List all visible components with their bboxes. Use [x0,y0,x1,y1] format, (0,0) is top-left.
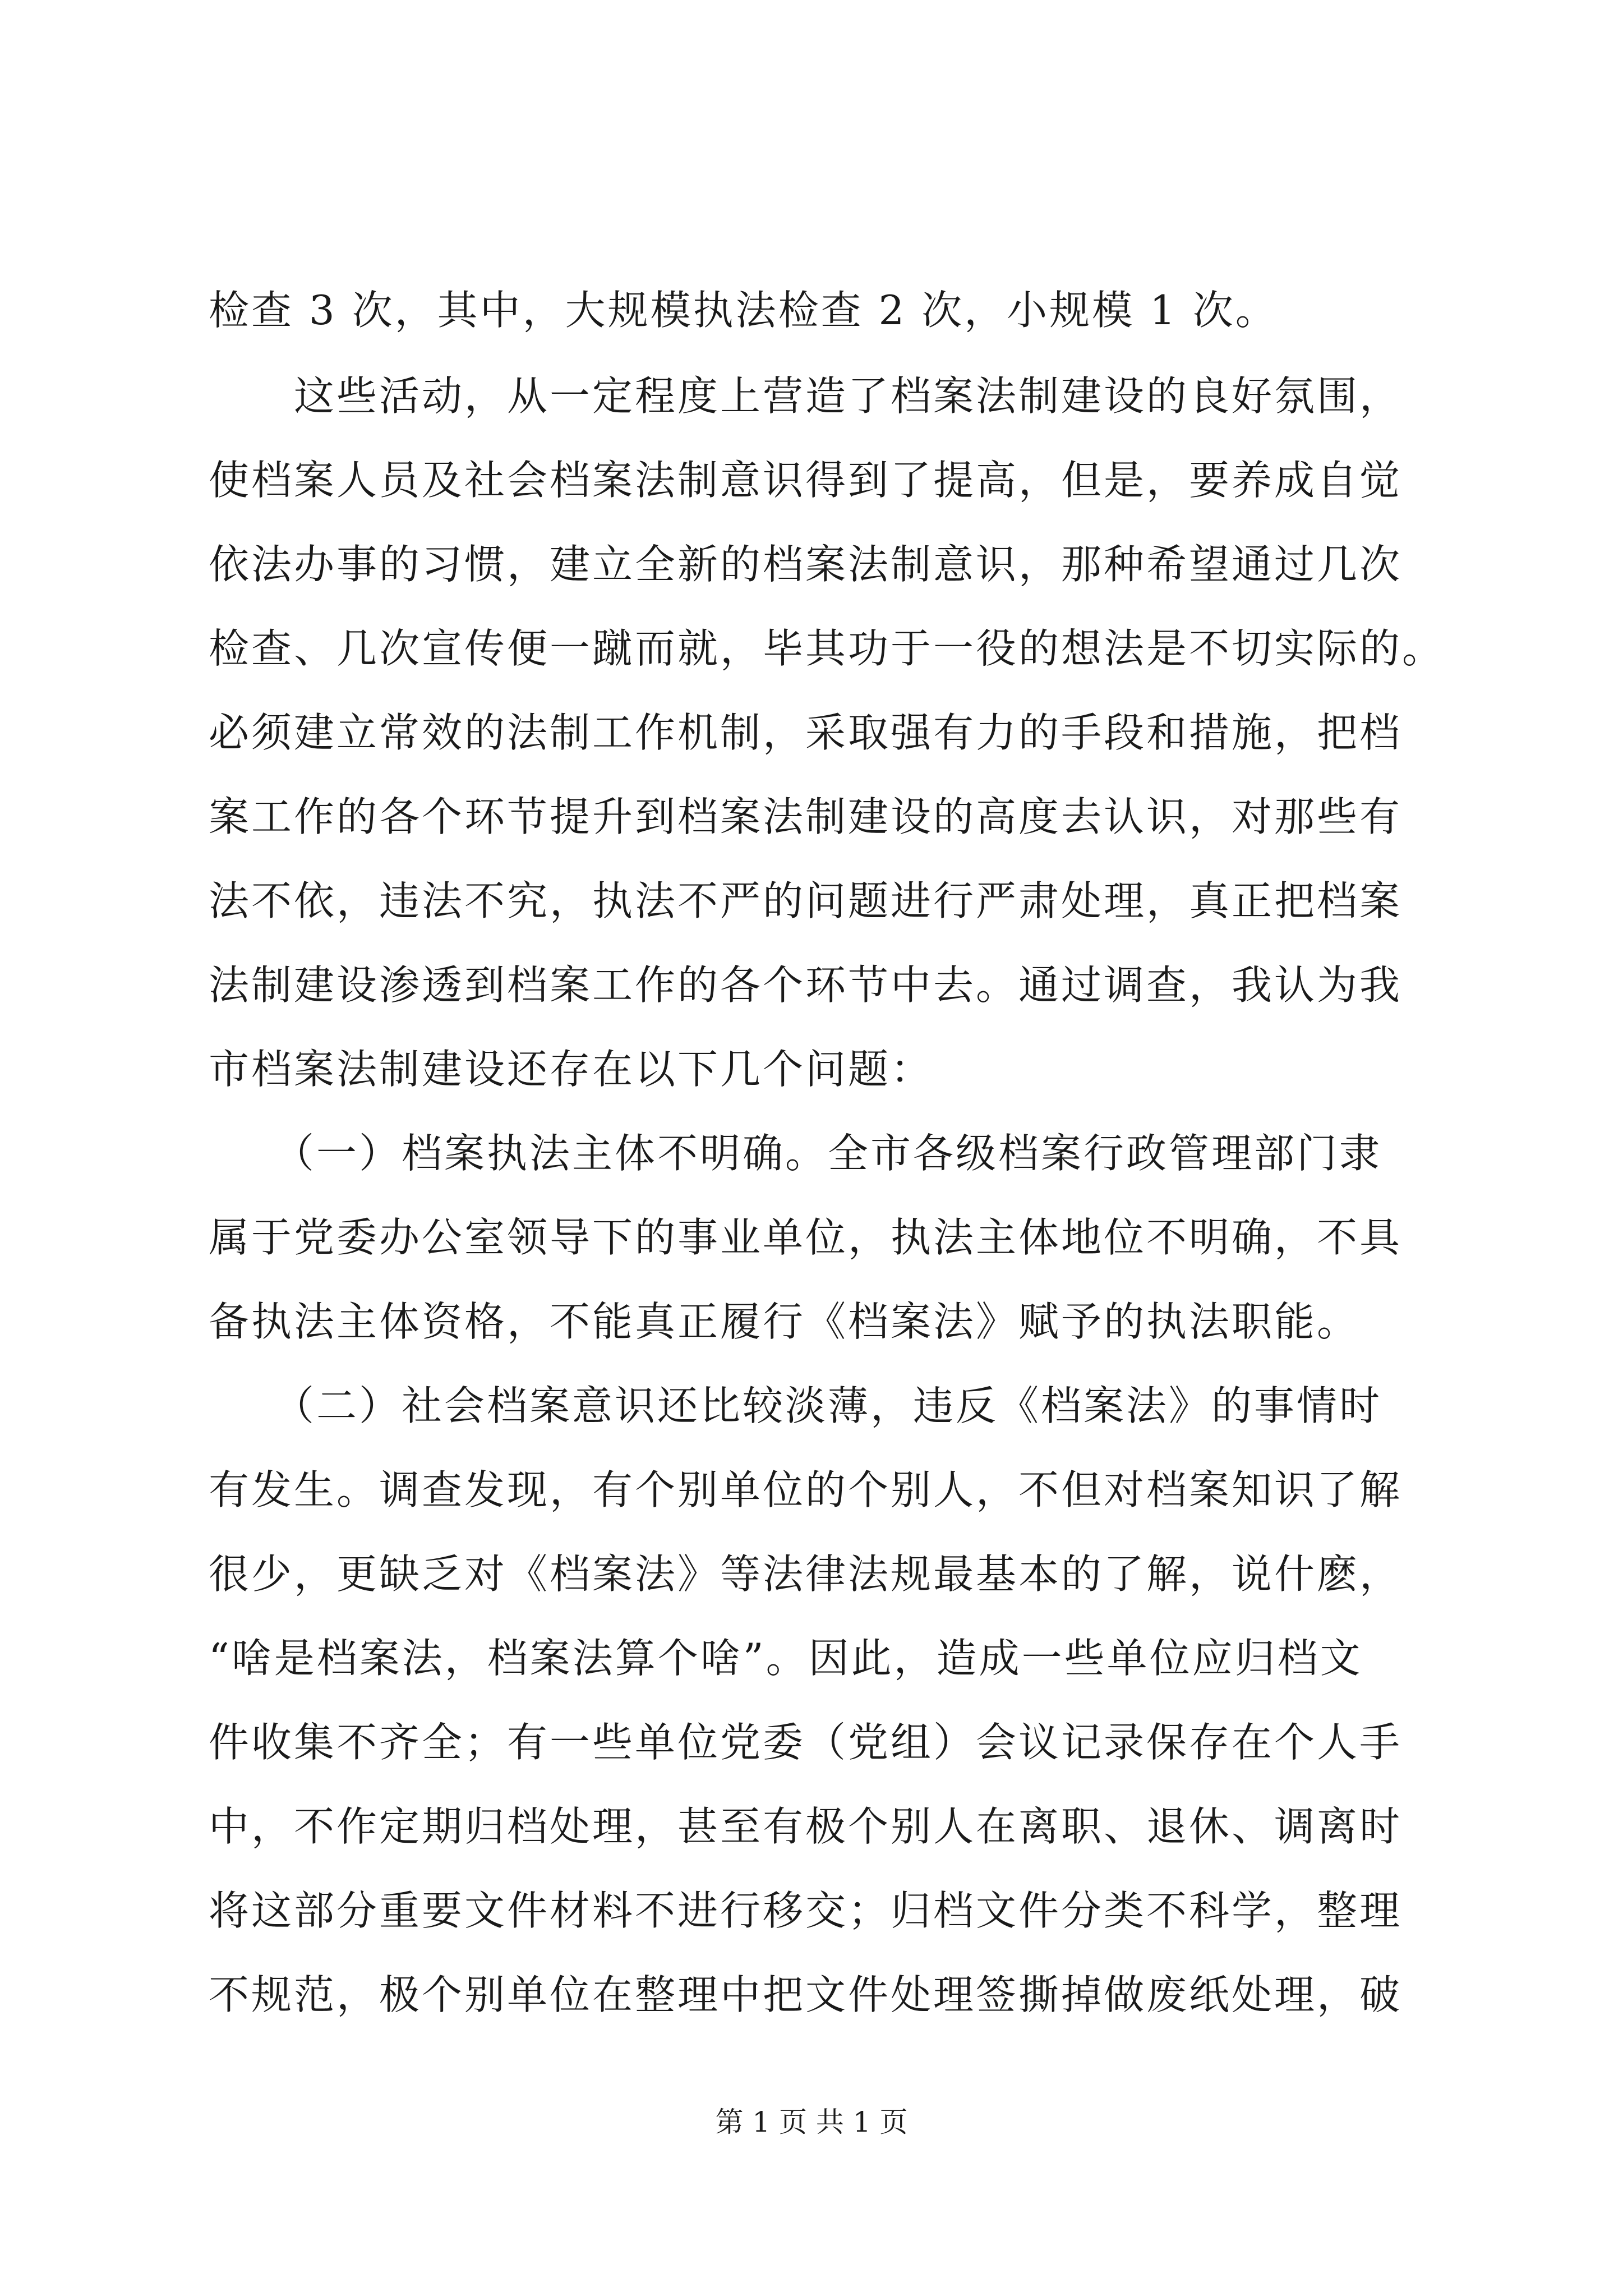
text-line: 有发生。调查发现，有个别单位的个别人，不但对档案知识了解 [209,1466,1403,1513]
text-line: 中，不作定期归档处理，甚至有极个别人在离职、退休、调离时 [209,1803,1403,1850]
page-footer: 第 1 页 共 1 页 [715,2106,908,2138]
text-line: （二）社会档案意识还比较淡薄，违反《档案法》的事情时 [209,1382,1382,1429]
text-line: 很少，更缺乏对《档案法》等法律法规最基本的了解，说什麽， [209,1550,1403,1598]
text-line: 法不依，违法不究，执法不严的问题进行严肃处理，真正把档案 [209,877,1403,924]
text-line: 使档案人员及社会档案法制意识得到了提高，但是，要养成自觉 [209,457,1403,504]
text-line: 法制建设渗透到档案工作的各个环节中去。通过调查，我认为我 [209,961,1403,1009]
text-line: 必须建立常效的法制工作机制，采取强有力的手段和措施，把档 [209,709,1403,756]
text-line: 这些活动，从一定程度上营造了档案法制建设的良好氛围， [209,372,1403,420]
text-line: 备执法主体资格，不能真正履行《档案法》赋予的执法职能。 [209,1298,1360,1345]
text-line: 检查 3 次，其中，大规模执法检查 2 次，小规模 1 次。 [209,287,1278,334]
text-line: 案工作的各个环节提升到档案法制建设的高度去认识，对那些有 [209,793,1403,840]
text-line: “啥是档案法，档案法算个啥”。因此，造成一些单位应归档文 [209,1635,1363,1682]
text-line: （一）档案执法主体不明确。全市各级档案行政管理部门隶 [209,1130,1382,1177]
text-line: 检查、几次宣传便一蹴而就，毕其功于一役的想法是不切实际的。 [209,625,1445,672]
text-line: 依法办事的习惯，建立全新的档案法制意识，那种希望通过几次 [209,541,1403,588]
text-line: 将这部分重要文件材料不进行移交；归档文件分类不科学，整理 [209,1887,1403,1934]
text-line: 不规范，极个别单位在整理中把文件处理签撕掉做废纸处理，破 [209,1971,1403,2018]
text-line: 属于党委办公室领导下的事业单位，执法主体地位不明确，不具 [209,1214,1403,1261]
text-line: 件收集不齐全；有一些单位党委（党组）会议记录保存在个人手 [209,1719,1403,1766]
text-line: 市档案法制建设还存在以下几个问题： [209,1046,934,1093]
